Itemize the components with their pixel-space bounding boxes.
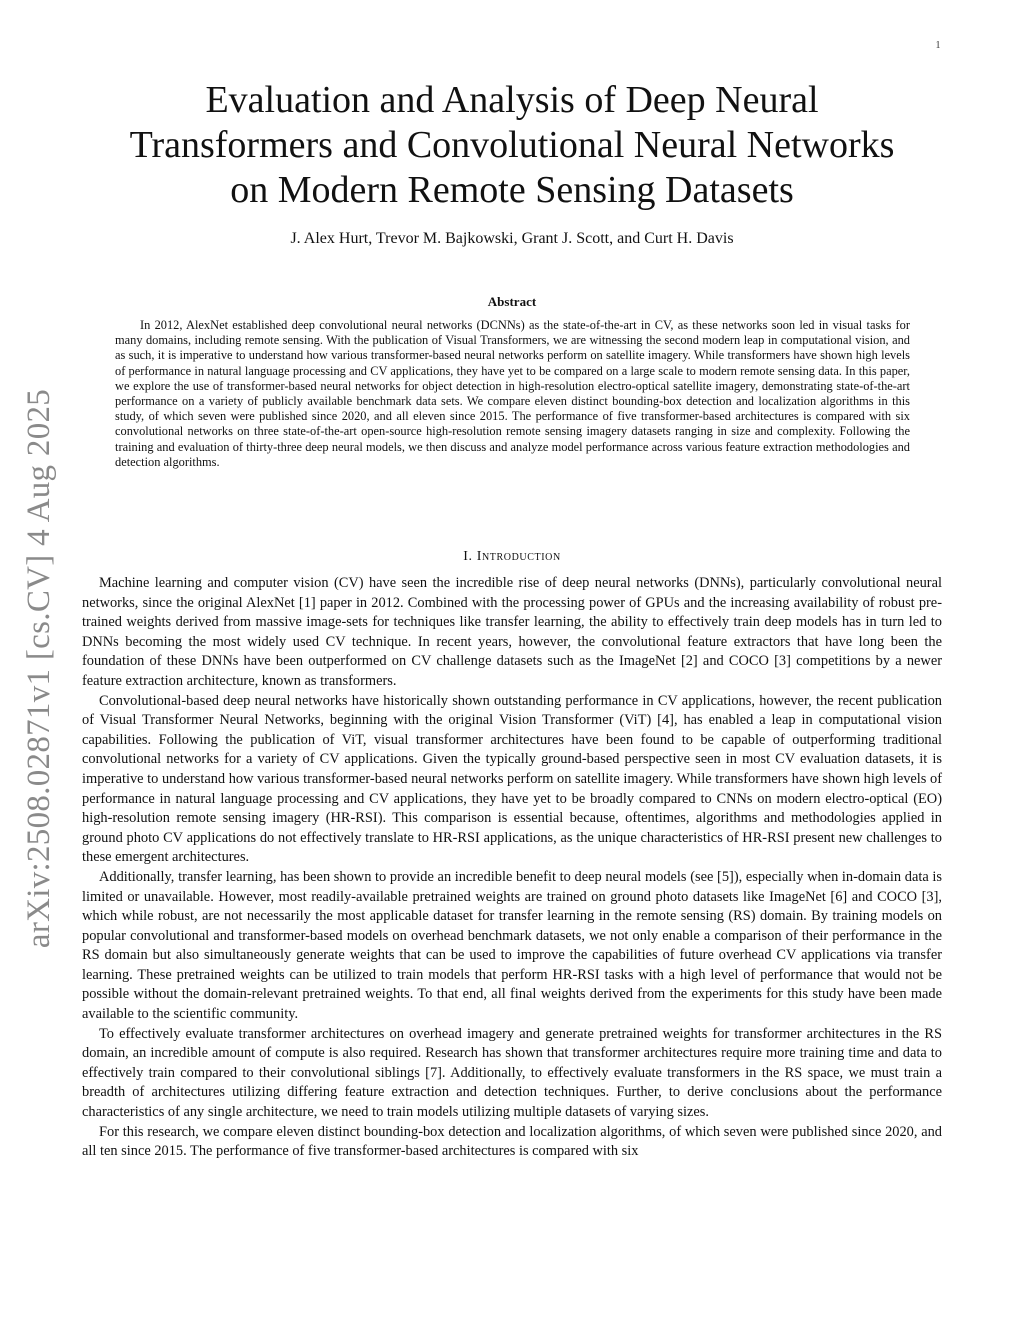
abstract-heading: Abstract — [487, 294, 537, 309]
section-title: Introduction — [476, 549, 561, 564]
body-paragraph: To effectively evaluate transformer architectures on overhead imagery and generate pretrained weights for transformer architectures in the RS domain, an incredible amount of compute is also required. Research has shown that transformer architectures require more training time and data to effectively train compared to their convolutional siblings [7]. Additionally, to effectively evaluate transformers in the RS space, we must train a breadth of architectures utilizing differing feature extraction and detection techniques. Further, to derive conclusions about the performance characteristics of any single architecture, we need to train models utilizing multiple datasets of varying sizes. — [82, 1025, 942, 1121]
section-numeral: I. — [463, 549, 473, 564]
title-line: on Modern Remote Sensing Datasets — [230, 169, 794, 211]
arxiv-identifier-stamp — [10, 378, 70, 958]
page-number: 1 — [935, 40, 941, 51]
title-line: Transformers and Convolutional Neural Networks — [129, 124, 895, 166]
body-paragraph: For this research, we compare eleven distinct bounding-box detection and localization algorithms, of which seven were published since 2020, and all ten since 2015. The performance of five transformer-based architectures is compared with six — [82, 1123, 942, 1160]
abstract-text: In 2012, AlexNet established deep convolutional neural networks (DCNNs) as the state-of-the-art in CV, as these networks soon led in visual tasks for many domains, including remote sensing. With the publication of Visual Transformers, we are witnessing the second modern leap in computational vision, and as such, it is imperative to understand how various transformer-based neural networks perform on satellite imagery. While transformers have shown high levels of performance in natural language processing and CV applications, they have yet to be compared on a large scale to modern remote sensing data. In this paper, we explore the use of transformer-based neural networks for object detection in high-resolution electro-optical satellite imagery, demonstrating state-of-the-art performance on a variety of publicly available benchmark data sets. We compare eleven distinct bounding-box detection and localization algorithms in this study, of which seven were published since 2020, and all eleven since 2015. The performance of five transformer-based architectures is compared with six convolutional networks on three state-of-the-art open-source high-resolution remote sensing imagery datasets ranging in size and complexity. Following the training and evaluation of thirty-three deep neural models, we then discuss and analyze model performance across various feature extraction methodologies and detection algorithms. — [115, 318, 910, 469]
author-list: J. Alex Hurt, Trevor M. Bajkowski, Grant J. Scott, and Curt H. Davis — [290, 230, 734, 247]
section-heading-introduction — [80, 549, 944, 565]
introduction-body — [82, 574, 942, 1162]
title-line: Evaluation and Analysis of Deep Neural — [205, 79, 819, 121]
paper-title — [80, 78, 944, 213]
arxiv-identifier-text: arXiv:2508.02871v1 [cs.CV] 4 Aug 2025 — [21, 388, 58, 948]
body-paragraph: Convolutional-based deep neural networks have historically shown outstanding performance in CV applications, however, the recent publication of Visual Transformer Neural Networks, beginning with the original Vision Transformer (ViT) [4], has enabled a leap in computational vision capabilities. Following the publication of ViT, visual transformer architectures have been found to be capable of outperforming traditional convolutional networks for a variety of CV applications. Given the typically ground-based perspective seen in most CV evaluation datasets, it is imperative to understand how various transformer-based neural networks perform on satellite imagery. While transformers have shown high levels of performance in natural language processing and CV applications, they have yet to be broadly compared to CNNs on modern electro-optical (EO) high-resolution remote sensing imagery (HR-RSI). This comparison is essential because, oftentimes, algorithms and methodologies applied in ground photo CV applications do not effectively translate to HR-RSI applications, as the unique characteristics of HR-RSI present new challenges to these emergent architectures. — [82, 692, 942, 866]
body-paragraph: Machine learning and computer vision (CV) have seen the incredible rise of deep neural networks (DNNs), particularly convolutional neural networks, since the original AlexNet [1] paper in 2012. Combined with the processing power of GPUs and the increasing availability of robust pre-trained weights derived from massive image-sets for techniques like transfer learning, the ability to effectively train deep models has in turn led to DNNs becoming the most widely used CV technique. In recent years, however, the convolutional feature extractors that have long been the foundation of these DNNs have been outperformed on CV challenge datasets such as the ImageNet [2] and COCO [3] competitions by a newer feature extraction architecture, known as transformers. — [82, 575, 942, 689]
body-paragraph: Additionally, transfer learning, has been shown to provide an incredible benefit to deep neural models (see [5]), especially when in-domain data is limited or unavailable. However, most readily-available pretrained weights are trained on ground photo datasets like ImageNet [6] and COCO [3], which while robust, are not necessarily the most applicable dataset for transfer learning in the remote sensing (RS) domain. By training models on popular convolutional and transformer-based models on overhead benchmark datasets, we not only enable a comparison of their performance in the RS domain but also simultaneously generate weights that can be used to improve the capabilities of future overhead CV applications via transfer learning. These pretrained weights can be utilized to train models that perform HR-RSI tasks with a high level of performance that would not be possible without the domain-relevant pretrained weights. To that end, all final weights derived from the experiments for this study have been made available to the scientific community. — [82, 868, 942, 1023]
